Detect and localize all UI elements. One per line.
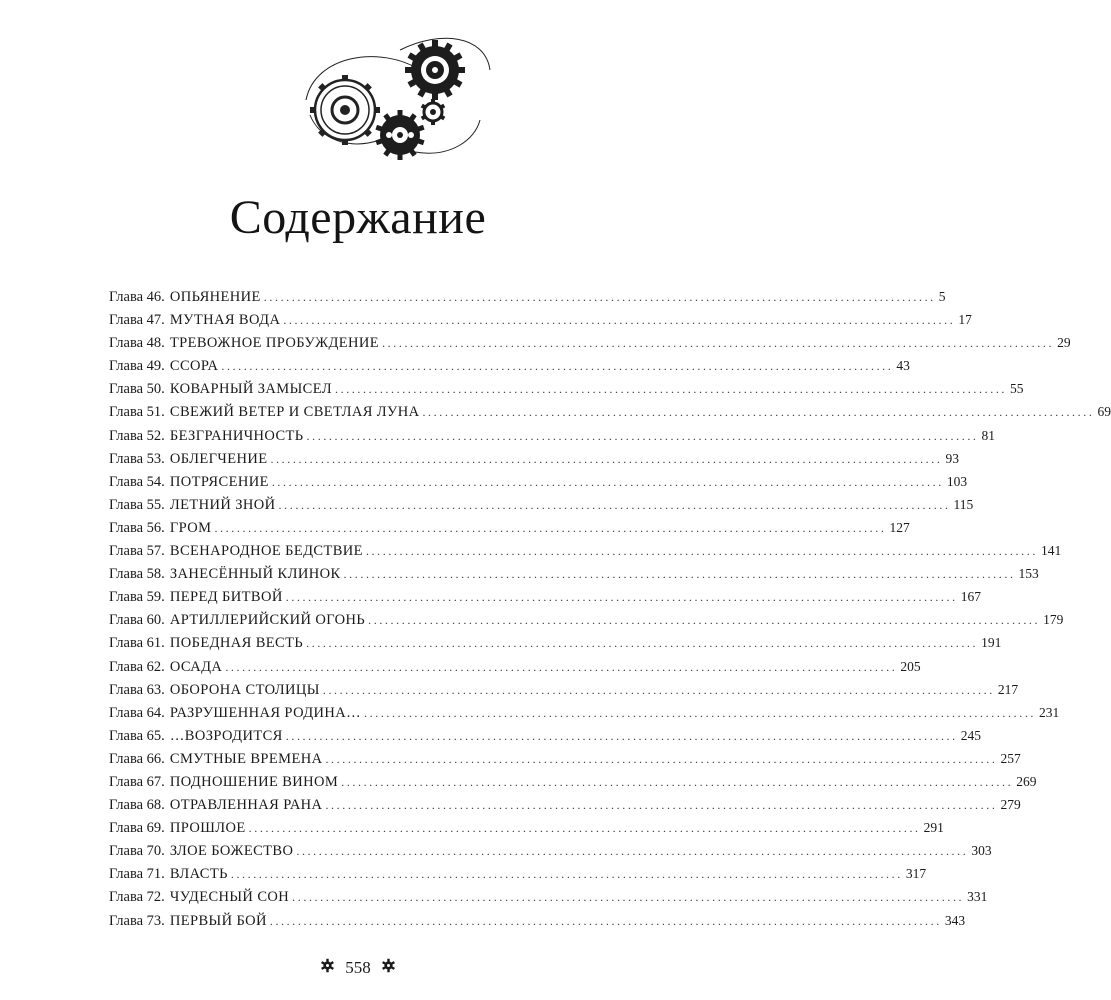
chapter-number: Глава 69. [109, 820, 165, 837]
chapter-page-number: 279 [1000, 797, 1021, 813]
chapter-number: Глава 63. [109, 681, 165, 698]
chapter-page-number: 81 [981, 427, 996, 443]
chapter-page-number: 153 [1018, 566, 1039, 582]
chapter-page-number: 191 [981, 635, 1002, 651]
chapter-title: ЛЕТНИЙ ЗНОЙ [169, 496, 276, 513]
chapter-number: Глава 51. [109, 404, 165, 421]
dot-leader: ........................................................................................................................ [230, 867, 903, 882]
chapter-number: Глава 72. [109, 889, 165, 906]
chapter-number: Глава 56. [109, 519, 165, 536]
chapter-number: Глава 50. [109, 381, 165, 398]
chapter-page-number: 93 [945, 450, 959, 466]
dot-leader: ........................................................................................................................ [285, 590, 958, 605]
chapter-number: Глава 59. [109, 589, 165, 606]
chapter-page-number: 331 [967, 889, 988, 905]
dot-leader: ........................................................................................................................ [306, 428, 979, 443]
chapter-page-number: 269 [1016, 773, 1037, 789]
toc-entry [109, 543, 1062, 566]
toc-entry [109, 912, 966, 936]
chapter-title: ГРОМ [169, 519, 212, 536]
chapter-page-number: 5 [938, 289, 946, 304]
dot-leader: ........................................................................................................................ [341, 774, 1014, 789]
dot-leader: ........................................................................................................................ [306, 636, 979, 651]
toc-entry [109, 843, 992, 866]
chapter-page-number: 141 [1040, 543, 1062, 559]
chapter-number: Глава 46. [109, 289, 165, 305]
chapter-number: Глава 52. [109, 427, 165, 444]
toc-entry [109, 381, 1024, 404]
page-title: Содержание [229, 191, 487, 244]
toc-entry [109, 358, 910, 381]
table-of-contents [109, 289, 1111, 936]
chapter-page-number: 115 [953, 496, 974, 512]
toc-entry [109, 612, 1064, 635]
toc-entry [109, 473, 968, 497]
toc-entry [109, 797, 1021, 820]
chapter-title: ПОБЕДНАЯ ВЕСТЬ [169, 635, 304, 652]
dot-leader: ........................................................................................................................ [271, 474, 944, 489]
dot-leader: ........................................................................................................................ [335, 382, 1008, 397]
chapter-number: Глава 54. [109, 473, 165, 490]
dot-leader: ........................................................................................................................ [364, 705, 1037, 720]
chapter-number: Глава 48. [109, 335, 165, 352]
toc-entry [109, 681, 1019, 705]
chapter-number: Глава 71. [109, 866, 165, 883]
chapter-number: Глава 65. [109, 727, 165, 744]
toc-entry [109, 404, 1111, 427]
chapter-page-number: 303 [971, 843, 992, 859]
dot-leader: ........................................................................................................................ [343, 567, 1016, 582]
chapter-page-number: 179 [1043, 612, 1064, 628]
chapter-number: Глава 70. [109, 843, 165, 860]
chapter-page-number: 43 [896, 358, 910, 374]
dot-leader: ........................................................................................................................ [270, 451, 943, 466]
chapter-page-number: 29 [1057, 335, 1071, 351]
toc-entry [109, 450, 959, 474]
chapter-page-number: 55 [1010, 381, 1024, 397]
gears-decoration-icon [300, 30, 500, 165]
chapter-number: Глава 62. [109, 658, 165, 675]
toc-entry [109, 658, 921, 682]
chapter-number: Глава 61. [109, 635, 165, 652]
dot-leader: ........................................................................................................................ [296, 844, 969, 859]
toc-entry [109, 635, 1002, 658]
chapter-page-number: 231 [1039, 704, 1060, 720]
chapter-title: ЗЛОЕ БОЖЕСТВО [169, 843, 294, 860]
chapter-title: ВЛАСТЬ [169, 866, 228, 883]
dot-leader: ........................................................................................................................ [263, 290, 936, 304]
dot-leader: ........................................................................................................................ [325, 751, 998, 766]
dot-leader: ........................................................................................................................ [368, 613, 1041, 628]
toc-entry [109, 773, 1037, 797]
chapter-title: БЕЗГРАНИЧНОСТЬ [169, 427, 304, 444]
chapter-page-number: 127 [889, 519, 910, 535]
chapter-number: Глава 73. [109, 912, 165, 929]
dot-leader: ........................................................................................................................ [285, 728, 958, 743]
chapter-page-number: 291 [923, 820, 944, 836]
chapter-page-number: 17 [958, 312, 972, 328]
toc-entry [109, 566, 1039, 589]
dot-leader: ........................................................................................................................ [248, 821, 921, 836]
chapter-page-number: 317 [905, 866, 927, 882]
chapter-title: СМУТНЫЕ ВРЕМЕНА [169, 750, 323, 767]
chapter-number: Глава 58. [109, 566, 165, 583]
chapter-title: ОПЬЯНЕНИЕ [169, 289, 261, 305]
toc-entry [109, 496, 974, 520]
chapter-title: ОБОРОНА СТОЛИЦЫ [169, 681, 320, 698]
page-number: 558 [345, 958, 371, 977]
chapter-page-number: 245 [960, 727, 981, 743]
toc-entry [109, 519, 910, 543]
chapter-title: ССОРА [169, 358, 219, 375]
chapter-title: ЗАНЕСЁННЫЙ КЛИНОК [169, 566, 341, 583]
dot-leader: ........................................................................................................................ [422, 405, 1095, 420]
dot-leader: ........................................................................................................................ [365, 544, 1038, 559]
chapter-number: Глава 60. [109, 612, 165, 629]
chapter-page-number: 167 [960, 589, 981, 605]
chapter-title: ОТРАВЛЕННАЯ РАНА [169, 797, 323, 814]
dot-leader: ........................................................................................................................ [322, 682, 995, 697]
chapter-number: Глава 53. [109, 450, 165, 467]
toc-entry [109, 820, 944, 843]
chapter-page-number: 205 [900, 658, 921, 674]
toc-entry [109, 866, 927, 889]
dot-leader: ........................................................................................................................ [382, 336, 1055, 351]
chapter-title: АРТИЛЛЕРИЙСКИЙ ОГОНЬ [169, 612, 366, 629]
toc-entry [109, 750, 1021, 774]
dot-leader: ........................................................................................................................ [292, 890, 965, 905]
gear-icon [381, 958, 396, 978]
chapter-title: ОБЛЕГЧЕНИЕ [169, 450, 268, 467]
chapter-title: ТРЕВОЖНОЕ ПРОБУЖДЕНИЕ [169, 335, 380, 352]
chapter-title: РАЗРУШЕННАЯ РОДИНА… [169, 704, 362, 721]
chapter-number: Глава 57. [109, 543, 165, 560]
chapter-title: ПОТРЯСЕНИЕ [169, 473, 269, 490]
chapter-number: Глава 55. [109, 496, 165, 513]
toc-entry [109, 335, 1071, 358]
chapter-page-number: 217 [997, 681, 1019, 697]
toc-entry [109, 889, 988, 912]
chapter-number: Глава 64. [109, 704, 165, 721]
chapter-title: МУТНАЯ ВОДА [169, 312, 281, 329]
gear-icon [320, 958, 335, 978]
chapter-title: КОВАРНЫЙ ЗАМЫСЕЛ [169, 381, 333, 398]
chapter-number: Глава 67. [109, 773, 165, 790]
chapter-title: ПЕРВЫЙ БОЙ [169, 912, 267, 929]
chapter-page-number: 343 [944, 912, 966, 928]
dot-leader: ........................................................................................................................ [278, 497, 951, 512]
chapter-title: ВСЕНАРОДНОЕ БЕДСТВИЕ [169, 543, 363, 560]
toc-entry [109, 589, 981, 612]
chapter-title: …ВОЗРОДИТСЯ [169, 727, 283, 744]
dot-leader: ........................................................................................................................ [225, 659, 898, 674]
chapter-page-number: 257 [1000, 750, 1021, 766]
chapter-title: ЧУДЕСНЫЙ СОН [169, 889, 290, 906]
dot-leader: ........................................................................................................................ [325, 798, 998, 813]
chapter-number: Глава 49. [109, 358, 165, 375]
toc-entry [109, 427, 996, 451]
chapter-title: ПЕРЕД БИТВОЙ [169, 589, 283, 606]
toc-entry [109, 289, 946, 312]
toc-entry [109, 704, 1060, 728]
chapter-number: Глава 47. [109, 312, 165, 329]
dot-leader: ........................................................................................................................ [283, 313, 956, 328]
chapter-title: СВЕЖИЙ ВЕТЕР И СВЕТЛАЯ ЛУНА [169, 404, 420, 421]
chapter-number: Глава 66. [109, 750, 165, 767]
dot-leader: ........................................................................................................................ [221, 359, 894, 374]
chapter-page-number: 69 [1097, 404, 1111, 420]
chapter-title: ОСАДА [169, 658, 223, 675]
dot-leader: ........................................................................................................................ [214, 520, 887, 535]
toc-entry [109, 727, 981, 751]
chapter-title: ПОДНОШЕНИЕ ВИНОМ [169, 773, 339, 790]
dot-leader: ........................................................................................................................ [269, 913, 942, 928]
chapter-page-number: 103 [946, 473, 968, 489]
toc-entry [109, 312, 972, 335]
page-footer [0, 958, 716, 978]
chapter-title: ПРОШЛОЕ [169, 820, 246, 837]
chapter-number: Глава 68. [109, 797, 165, 814]
